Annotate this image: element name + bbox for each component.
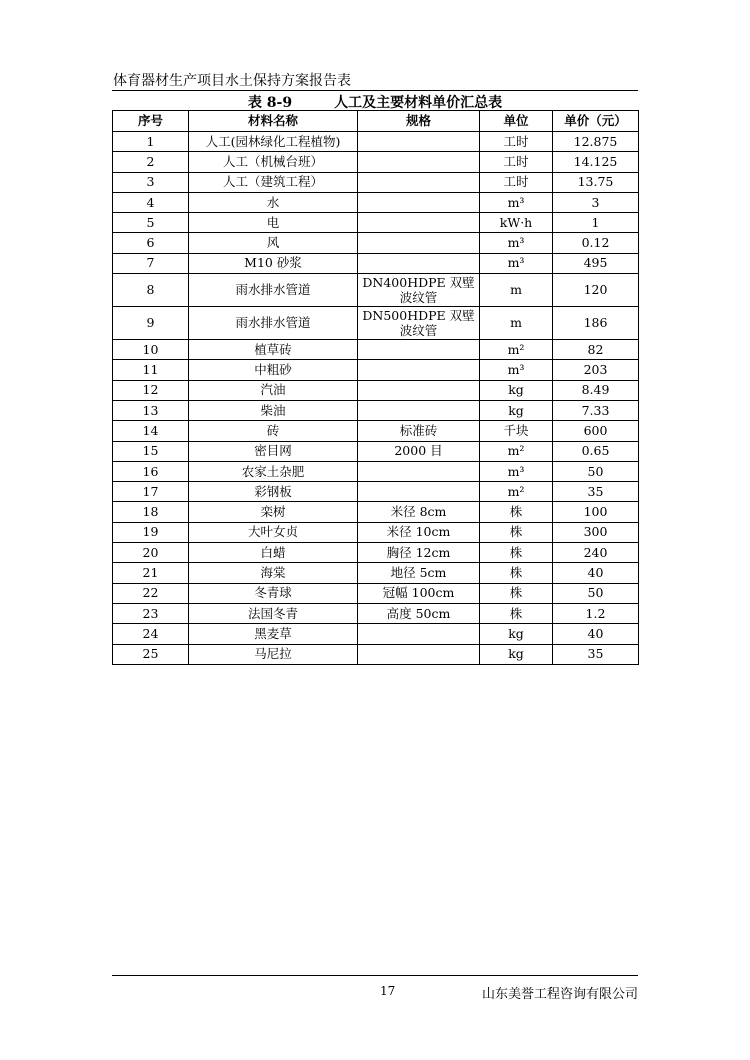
table-title: 人工及主要材料单价汇总表	[334, 95, 503, 111]
cell-spec: 高度 50cm	[358, 603, 480, 623]
cell-price: 300	[553, 522, 639, 542]
cell-name: M10 砂浆	[189, 253, 358, 273]
table-header-row	[113, 111, 639, 132]
cell-no: 22	[113, 583, 189, 603]
cell-spec	[358, 340, 480, 360]
cell-price: 12.875	[553, 132, 639, 152]
cell-unit: 千块	[480, 421, 553, 441]
table-row	[113, 563, 639, 583]
cell-name: 海棠	[189, 563, 358, 583]
cell-spec	[358, 253, 480, 273]
cell-no: 13	[113, 400, 189, 420]
cell-no: 5	[113, 213, 189, 233]
cell-spec	[358, 400, 480, 420]
cell-name: 雨水排水管道	[189, 274, 358, 307]
cell-unit: kg	[480, 400, 553, 420]
cell-no: 4	[113, 192, 189, 212]
table-body	[113, 132, 639, 665]
cell-no: 21	[113, 563, 189, 583]
cell-price: 1.2	[553, 603, 639, 623]
cell-unit: kW·h	[480, 213, 553, 233]
cell-spec	[358, 360, 480, 380]
table-row	[113, 502, 639, 522]
column-header-no: 序号	[113, 111, 189, 132]
cell-name: 黑麦草	[189, 624, 358, 644]
table-row	[113, 603, 639, 623]
cell-spec	[358, 624, 480, 644]
cell-no: 24	[113, 624, 189, 644]
table-row	[113, 482, 639, 502]
table-row	[113, 213, 639, 233]
cell-name: 大叶女贞	[189, 522, 358, 542]
cell-spec: 米径 10cm	[358, 522, 480, 542]
cell-price: 40	[553, 624, 639, 644]
cell-unit: kg	[480, 380, 553, 400]
cell-spec: 标准砖	[358, 421, 480, 441]
cell-no: 7	[113, 253, 189, 273]
table-row	[113, 543, 639, 563]
cell-unit: m²	[480, 340, 553, 360]
cell-no: 14	[113, 421, 189, 441]
table-caption	[0, 92, 750, 112]
table-row	[113, 644, 639, 664]
cell-no: 8	[113, 274, 189, 307]
cell-spec: DN500HDPE 双壁波纹管	[358, 307, 480, 340]
table-row	[113, 522, 639, 542]
table-row	[113, 624, 639, 644]
table-row	[113, 421, 639, 441]
cell-name: 栾树	[189, 502, 358, 522]
cell-spec	[358, 213, 480, 233]
cell-price: 240	[553, 543, 639, 563]
cell-name: 电	[189, 213, 358, 233]
page-number: 17	[380, 984, 396, 998]
cell-price: 3	[553, 192, 639, 212]
cell-price: 13.75	[553, 172, 639, 192]
cell-no: 18	[113, 502, 189, 522]
cell-price: 35	[553, 644, 639, 664]
cell-price: 120	[553, 274, 639, 307]
cell-spec	[358, 461, 480, 481]
cell-spec	[358, 380, 480, 400]
cell-price: 0.12	[553, 233, 639, 253]
cell-no: 9	[113, 307, 189, 340]
cell-name: 人工（建筑工程）	[189, 172, 358, 192]
table-row	[113, 253, 639, 273]
table-number: 表 8-9	[247, 95, 293, 111]
cell-spec	[358, 132, 480, 152]
cell-unit: m²	[480, 482, 553, 502]
cell-unit: m³	[480, 253, 553, 273]
cell-name: 彩钢板	[189, 482, 358, 502]
cell-unit: kg	[480, 624, 553, 644]
cell-no: 2	[113, 152, 189, 172]
cell-name: 雨水排水管道	[189, 307, 358, 340]
cell-spec	[358, 482, 480, 502]
cell-name: 人工（机械台班）	[189, 152, 358, 172]
table-row	[113, 233, 639, 253]
cell-spec	[358, 192, 480, 212]
cell-unit: m	[480, 307, 553, 340]
cell-price: 495	[553, 253, 639, 273]
cell-no: 20	[113, 543, 189, 563]
cell-no: 11	[113, 360, 189, 380]
cell-name: 柴油	[189, 400, 358, 420]
cell-price: 50	[553, 461, 639, 481]
cell-no: 12	[113, 380, 189, 400]
cell-price: 40	[553, 563, 639, 583]
table-row	[113, 400, 639, 420]
column-header-price: 单价（元）	[553, 111, 639, 132]
cell-unit: 株	[480, 583, 553, 603]
cell-price: 100	[553, 502, 639, 522]
cell-unit: m³	[480, 360, 553, 380]
cell-spec: 2000 目	[358, 441, 480, 461]
cell-price: 600	[553, 421, 639, 441]
cell-no: 3	[113, 172, 189, 192]
cell-price: 0.65	[553, 441, 639, 461]
cell-unit: m³	[480, 192, 553, 212]
cell-spec: DN400HDPE 双壁波纹管	[358, 274, 480, 307]
cell-spec: 地径 5cm	[358, 563, 480, 583]
table-row	[113, 192, 639, 212]
table-row	[113, 380, 639, 400]
table-row	[113, 583, 639, 603]
cell-price: 50	[553, 583, 639, 603]
cell-no: 16	[113, 461, 189, 481]
cell-no: 23	[113, 603, 189, 623]
cell-price: 203	[553, 360, 639, 380]
column-header-unit: 单位	[480, 111, 553, 132]
cell-name: 马尼拉	[189, 644, 358, 664]
document-header-title: 体育器材生产项目水土保持方案报告表	[113, 73, 351, 89]
cell-spec	[358, 172, 480, 192]
cell-name: 密目网	[189, 441, 358, 461]
cell-unit: 株	[480, 543, 553, 563]
cell-spec: 冠幅 100cm	[358, 583, 480, 603]
cell-no: 15	[113, 441, 189, 461]
cell-unit: 工时	[480, 132, 553, 152]
footer-divider	[112, 975, 638, 976]
cell-name: 冬青球	[189, 583, 358, 603]
company-name: 山东美誉工程咨询有限公司	[481, 987, 638, 1002]
cell-name: 汽油	[189, 380, 358, 400]
cell-unit: m³	[480, 233, 553, 253]
cell-name: 人工(园林绿化工程植物)	[189, 132, 358, 152]
cell-no: 1	[113, 132, 189, 152]
cell-unit: 工时	[480, 172, 553, 192]
cell-name: 白蜡	[189, 543, 358, 563]
cell-price: 14.125	[553, 152, 639, 172]
cell-unit: 株	[480, 563, 553, 583]
cell-name: 风	[189, 233, 358, 253]
cell-unit: m	[480, 274, 553, 307]
cell-name: 农家土杂肥	[189, 461, 358, 481]
cell-unit: 株	[480, 502, 553, 522]
cell-name: 水	[189, 192, 358, 212]
cell-spec: 米径 8cm	[358, 502, 480, 522]
cell-unit: m³	[480, 461, 553, 481]
table-row	[113, 307, 639, 340]
header-divider	[112, 90, 638, 91]
cell-unit: 工时	[480, 152, 553, 172]
cell-price: 7.33	[553, 400, 639, 420]
cell-spec	[358, 233, 480, 253]
table-row	[113, 152, 639, 172]
cell-name: 砖	[189, 421, 358, 441]
column-header-spec: 规格	[358, 111, 480, 132]
cell-no: 19	[113, 522, 189, 542]
table-row	[113, 360, 639, 380]
table-row	[113, 132, 639, 152]
cell-price: 35	[553, 482, 639, 502]
cell-spec: 胸径 12cm	[358, 543, 480, 563]
cell-no: 6	[113, 233, 189, 253]
cell-unit: 株	[480, 522, 553, 542]
table-row	[113, 441, 639, 461]
cell-spec	[358, 152, 480, 172]
table-row	[113, 274, 639, 307]
cell-price: 82	[553, 340, 639, 360]
cell-unit: kg	[480, 644, 553, 664]
cell-name: 法国冬青	[189, 603, 358, 623]
cell-no: 17	[113, 482, 189, 502]
cell-no: 10	[113, 340, 189, 360]
cell-unit: 株	[480, 603, 553, 623]
table-row	[113, 461, 639, 481]
table-row	[113, 340, 639, 360]
table-row	[113, 172, 639, 192]
cell-name: 中粗砂	[189, 360, 358, 380]
cell-spec	[358, 644, 480, 664]
cell-unit: m²	[480, 441, 553, 461]
cell-price: 8.49	[553, 380, 639, 400]
cell-price: 1	[553, 213, 639, 233]
price-summary-table	[112, 110, 639, 665]
cell-price: 186	[553, 307, 639, 340]
column-header-name: 材料名称	[189, 111, 358, 132]
cell-name: 植草砖	[189, 340, 358, 360]
cell-no: 25	[113, 644, 189, 664]
